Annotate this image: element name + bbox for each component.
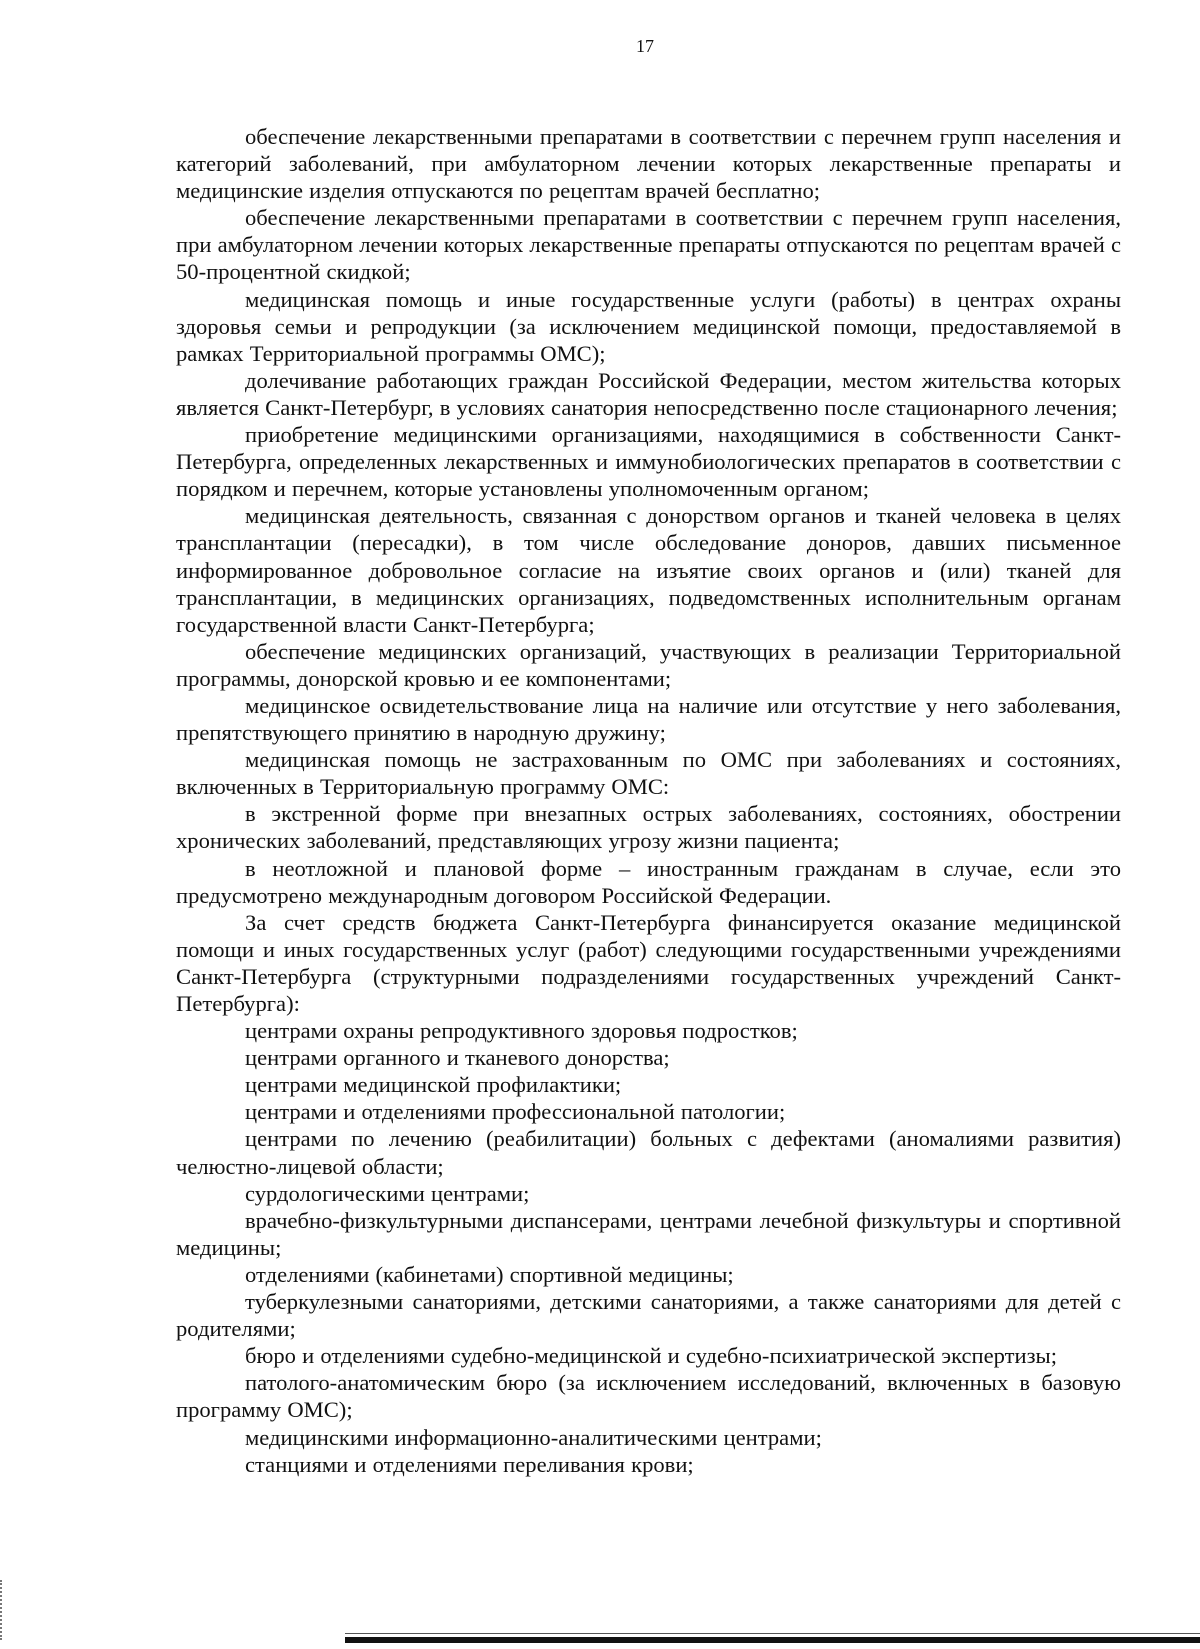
paragraph: медицинская деятельность, связанная с донорством органов и тканей человека в целях трансплантации (пересадки), в том числе обследование доноров, давших письменное информированное добровольное согласие на изъятие своих органов и (или) тканей для трансплантации, в медицинских организациях, подведомственных исполнительным органам государственной власти Санкт-Петербурга; bbox=[176, 503, 1121, 637]
paragraph: в неотложной и плановой форме – иностранным гражданам в случае, если это предусмотрено международным договором Российской Федерации. bbox=[176, 855, 1121, 908]
list-item: медицинскими информационно-аналитическими центрами; bbox=[245, 1424, 822, 1450]
list-item: центрами медицинской профилактики; bbox=[245, 1072, 622, 1098]
paragraph: медицинское освидетельствование лица на наличие или отсутствие у него заболевания, препятствующего принятию в народную дружину; bbox=[176, 692, 1121, 746]
list-item: сурдологическими центрами; bbox=[245, 1180, 530, 1206]
paragraph: в экстренной форме при внезапных острых заболеваниях, состояниях, обострении хронических заболеваний, представляющих угрозу жизни пациента; bbox=[176, 801, 1121, 854]
paragraph: долечивание работающих граждан Российской Федерации, местом жительства которых является Санкт-Петербург, в условиях санатория непосредственно после стационарного лечения; bbox=[176, 367, 1121, 420]
list-item: центрами по лечению (реабилитации) больных с дефектами (аномалиями развития) челюстно-лицевой области; bbox=[176, 1126, 1121, 1179]
list-item: врачебно-физкультурными диспансерами, центрами лечебной физкультуры и спортивной медицины; bbox=[176, 1207, 1121, 1260]
paragraph: приобретение медицинскими организациями, находящимися в собственности Санкт-Петербурга, определенных лекарственных и иммунобиологических препаратов в соответствии с порядком и перечнем, которые установлены уполномоченным органом; bbox=[176, 422, 1121, 502]
document-body bbox=[176, 123, 1121, 1478]
page-number: 17 bbox=[636, 36, 654, 56]
list-item: станциями и отделениями переливания крови; bbox=[245, 1451, 694, 1477]
list-item: центрами охраны репродуктивного здоровья подростков; bbox=[245, 1018, 798, 1044]
scan-edge-line bbox=[345, 1633, 1200, 1634]
paragraph: медицинская помощь не застрахованным по ОМС при заболеваниях и состояниях, включенных в Территориальную программу ОМС: bbox=[176, 747, 1121, 800]
paragraph: обеспечение медицинских организаций, участвующих в реализации Территориальной программы, донорской кровью и ее компонентами; bbox=[176, 638, 1121, 691]
paragraph: обеспечение лекарственными препаратами в соответствии с перечнем групп населения и категорий заболеваний, при амбулаторном лечении которых лекарственные препараты и медицинские изделия отпускаются по рецептам врачей бесплатно; bbox=[176, 124, 1121, 204]
list-item: отделениями (кабинетами) спортивной медицины; bbox=[245, 1261, 734, 1287]
list-item: бюро и отделениями судебно-медицинской и судебно-психиатрической экспертизы; bbox=[245, 1343, 1057, 1369]
list-item: центрами органного и тканевого донорства; bbox=[245, 1045, 670, 1071]
scan-edge-marks bbox=[0, 1580, 5, 1640]
scan-edge-bar bbox=[345, 1637, 1200, 1643]
list-item: туберкулезными санаториями, детскими санаториями, а также санаториями для детей с родителями; bbox=[176, 1289, 1121, 1342]
paragraph: медицинская помощь и иные государственные услуги (работы) в центрах охраны здоровья семьи и репродукции (за исключением медицинской помощи, предоставляемой в рамках Территориальной программы ОМС); bbox=[176, 286, 1121, 366]
paragraph: За счет средств бюджета Санкт-Петербурга финансируется оказание медицинской помощи и иных государственных услуг (работ) следующими государственными учреждениями Санкт-Петербурга (структурными подразделениями государственных учреждений Санкт-Петербурга): bbox=[176, 909, 1121, 1016]
paragraph: обеспечение лекарственными препаратами в соответствии с перечнем групп населения, при амбулаторном лечении которых лекарственные препараты отпускаются по рецептам врачей с 50-процентной скидкой; bbox=[176, 205, 1121, 285]
list-item: патолого-анатомическим бюро (за исключением исследований, включенных в базовую программу ОМС); bbox=[176, 1370, 1121, 1423]
list-item: центрами и отделениями профессиональной патологии; bbox=[245, 1099, 786, 1125]
